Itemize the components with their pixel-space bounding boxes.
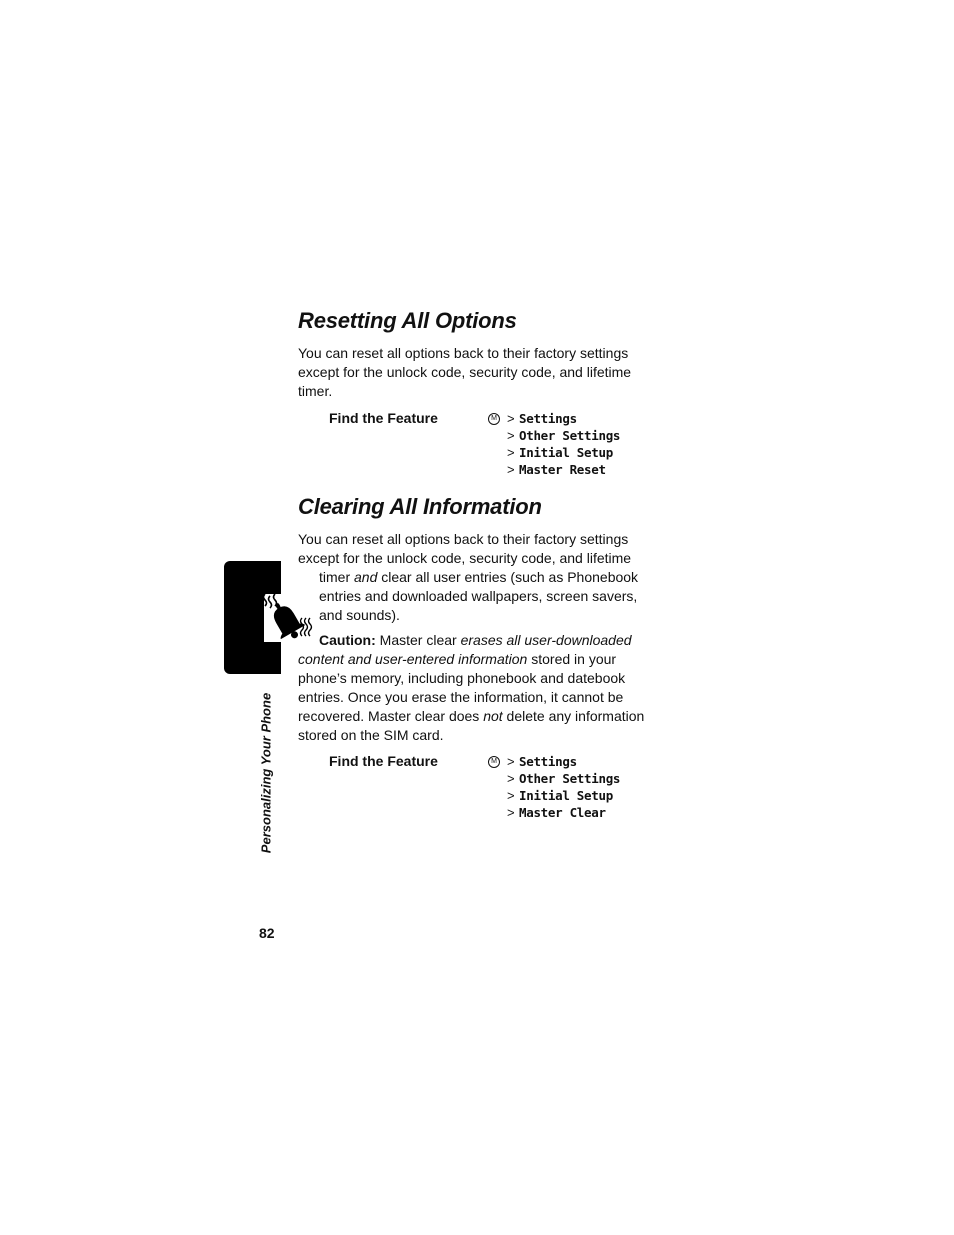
menu-item-initial-setup: Initial Setup (519, 445, 613, 460)
caution-line: content and user-entered information stored in your (298, 651, 617, 667)
menu-path-row (488, 787, 620, 804)
caution-line: stored on the SIM card. (298, 727, 444, 743)
caution-label: Caution: (319, 632, 376, 648)
section-body-clearing (298, 530, 638, 625)
caution-note (298, 631, 644, 745)
caution-line: Caution: Master clear erases all user-downloaded (319, 632, 632, 648)
menu-path-master-clear (488, 753, 620, 821)
body-line: except for the unlock code, security code, and lifetime (298, 550, 632, 566)
body-line: timer and clear all user entries (such as Phonebook (319, 569, 639, 585)
path-separator: > (507, 754, 515, 769)
path-separator: > (507, 805, 515, 820)
menu-item-master-clear: Master Clear (519, 805, 606, 820)
body-line: except for the unlock code, security code, and lifetime (298, 364, 632, 380)
menu-path-row (488, 753, 620, 770)
menu-item-other-settings: Other Settings (519, 428, 621, 443)
menu-item-master-reset: Master Reset (519, 462, 606, 477)
chapter-side-title: Personalizing Your Phone (258, 692, 274, 854)
page-number: 82 (259, 925, 275, 941)
body-line: timer. (298, 383, 333, 399)
menu-path-master-reset (488, 410, 620, 478)
menu-key-icon: M (488, 756, 500, 768)
menu-path-row (488, 410, 620, 427)
path-separator: > (507, 462, 515, 477)
body-line: and sounds). (319, 607, 400, 623)
path-separator: > (507, 771, 515, 786)
path-separator: > (507, 428, 515, 443)
menu-path-row (488, 461, 620, 478)
section-body-resetting (298, 344, 631, 401)
body-line: entries and downloaded wallpapers, screen savers, (319, 588, 638, 604)
menu-path-row (488, 444, 620, 461)
find-feature-label: Find the Feature (329, 753, 438, 769)
body-line: You can reset all options back to their factory settings (298, 531, 629, 547)
menu-path-row (488, 770, 620, 787)
menu-path-row (488, 427, 620, 444)
menu-key-icon: M (488, 413, 500, 425)
caution-line: entries. Once you erase the information, it cannot be (298, 689, 624, 705)
path-separator: > (507, 445, 515, 460)
ringing-bell-icon (262, 592, 314, 642)
section-heading-clearing: Clearing All Information (298, 494, 542, 519)
path-separator: > (507, 411, 515, 426)
caution-line: phone’s memory, including phonebook and datebook (298, 670, 626, 686)
menu-path-row (488, 804, 620, 821)
path-separator: > (507, 788, 515, 803)
find-feature-label: Find the Feature (329, 410, 438, 426)
menu-item-initial-setup: Initial Setup (519, 788, 613, 803)
caution-line: recovered. Master clear does not delete any information (298, 708, 645, 724)
section-heading-resetting: Resetting All Options (298, 308, 517, 333)
body-line: You can reset all options back to their factory settings (298, 345, 629, 361)
menu-item-other-settings: Other Settings (519, 771, 621, 786)
menu-item-settings: Settings (519, 754, 577, 769)
menu-item-settings: Settings (519, 411, 577, 426)
